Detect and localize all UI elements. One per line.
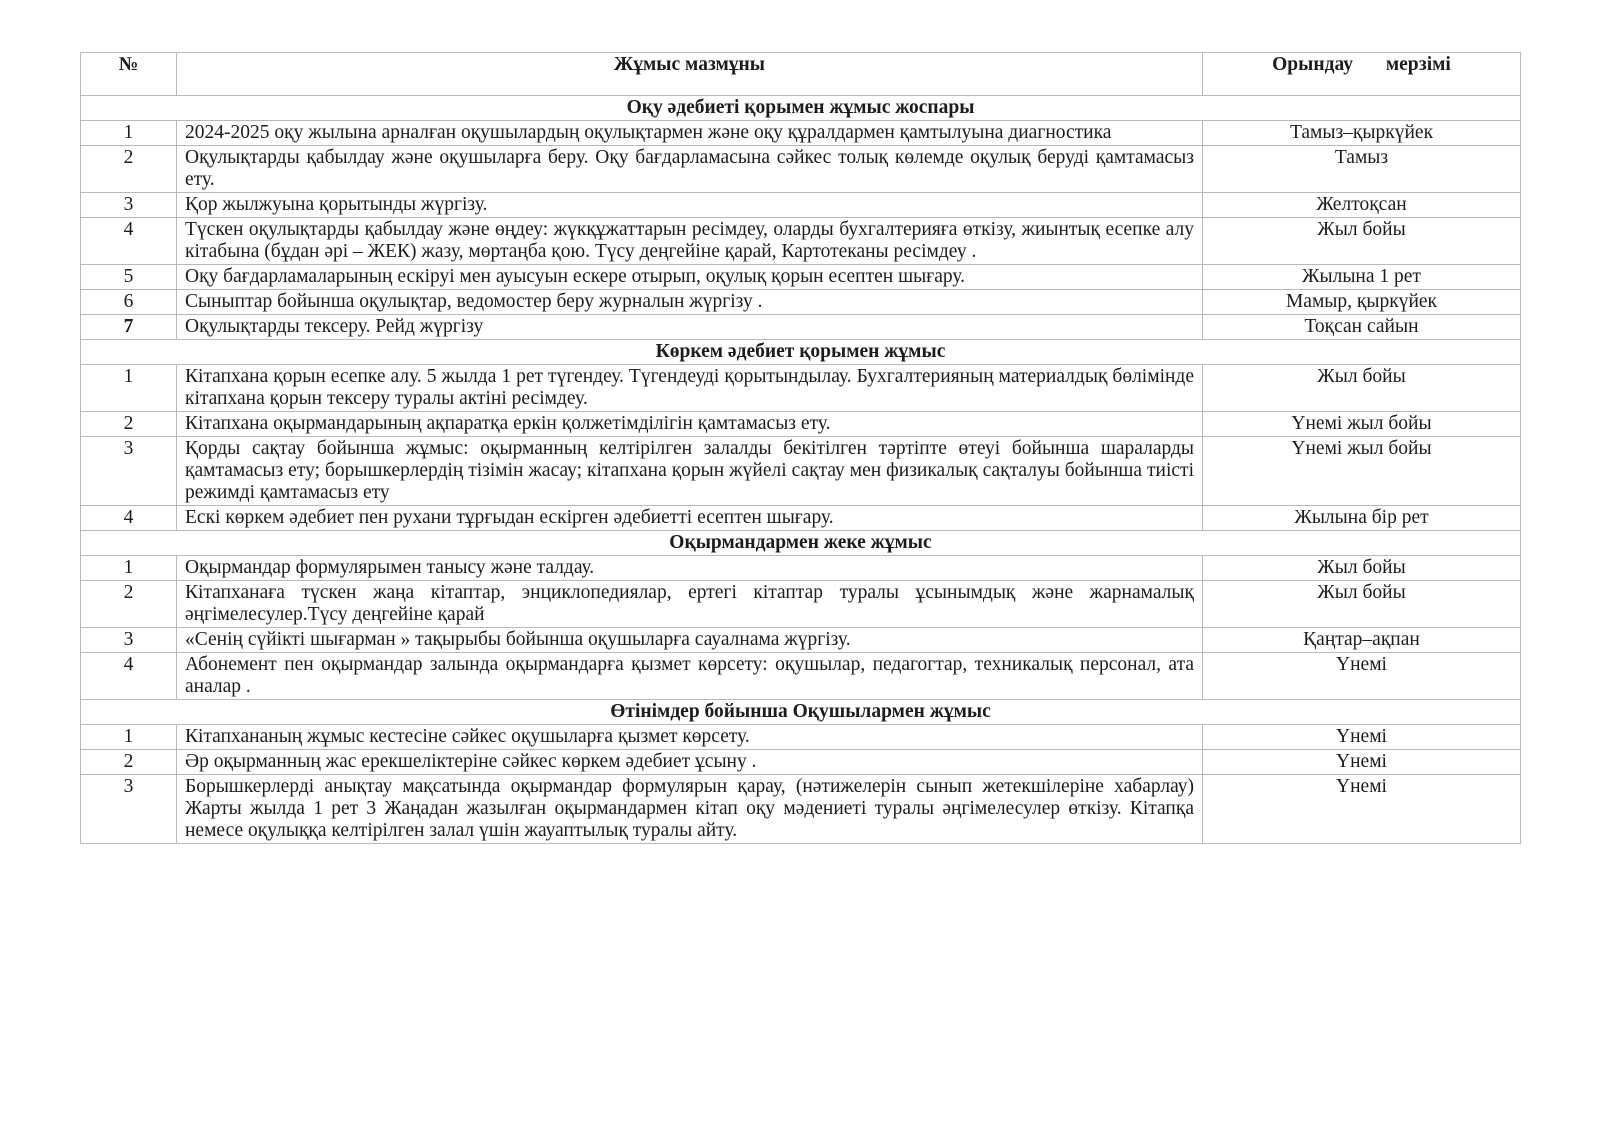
- row-term: Жыл бойы: [1203, 556, 1521, 581]
- row-number: 1: [81, 365, 177, 412]
- row-content: Сыныптар бойынша оқулықтар, ведомостер беру журналын жүргізу .: [177, 290, 1203, 315]
- row-content: Кітапханаға түскен жаңа кітаптар, энциклопедиялар, ертегі кітаптар туралы ұсынымдық және жарнамалық әңгімелесулер.Түсу деңгейіне қарай: [177, 581, 1203, 628]
- table-row: [81, 556, 1521, 581]
- row-term: Үнемі жыл бойы: [1203, 437, 1521, 506]
- table-row: [81, 725, 1521, 750]
- row-content: Кітапхана қорын есепке алу. 5 жылда 1 рет түгендеу. Түгендеуді қорытындылау. Бухгалтерияның материалдық бөлімінде кітапхана қорын тексеру туралы актіні ресімдеу.: [177, 365, 1203, 412]
- row-content: «Сенің сүйікті шығарман » тақырыбы бойынша оқушыларға сауалнама жүргізу.: [177, 628, 1203, 653]
- table-row: [81, 628, 1521, 653]
- row-number: 1: [81, 556, 177, 581]
- row-number: 2: [81, 412, 177, 437]
- row-number: 3: [81, 628, 177, 653]
- document-page: [80, 52, 1520, 844]
- row-term: Тоқсан сайын: [1203, 315, 1521, 340]
- row-content: Кітапхананың жұмыс кестесіне сәйкес оқушыларға қызмет көрсету.: [177, 725, 1203, 750]
- row-term: Тамыз: [1203, 146, 1521, 193]
- row-content: Әр оқырманның жас ерекшеліктеріне сәйкес көркем әдебиет ұсыну .: [177, 750, 1203, 775]
- row-term: Жылына 1 рет: [1203, 265, 1521, 290]
- table-row: [81, 775, 1521, 844]
- table-row: [81, 121, 1521, 146]
- row-term: Қаңтар–ақпан: [1203, 628, 1521, 653]
- table-row: [81, 506, 1521, 531]
- row-term: Жыл бойы: [1203, 218, 1521, 265]
- header-content: Жұмыс мазмұны: [177, 53, 1203, 96]
- table-row: [81, 193, 1521, 218]
- row-number: 2: [81, 146, 177, 193]
- table-row: [81, 146, 1521, 193]
- table-row: [81, 265, 1521, 290]
- section-title: Өтінімдер бойынша Оқушылармен жұмыс: [81, 700, 1521, 725]
- row-number: 1: [81, 725, 177, 750]
- section-title: Оқу әдебиеті қорымен жұмыс жоспары: [81, 96, 1521, 121]
- row-term: Үнемі: [1203, 750, 1521, 775]
- table-row: [81, 218, 1521, 265]
- row-term: Үнемі: [1203, 653, 1521, 700]
- section-title: Оқырмандармен жеке жұмыс: [81, 531, 1521, 556]
- table-row: [81, 581, 1521, 628]
- table-row: [81, 315, 1521, 340]
- row-term: Жыл бойы: [1203, 581, 1521, 628]
- row-term: Жылына бір рет: [1203, 506, 1521, 531]
- table-body: [81, 96, 1521, 844]
- row-number: 2: [81, 581, 177, 628]
- work-plan-table: [80, 52, 1521, 844]
- row-content: Оқулықтарды қабылдау және оқушыларға беру. Оқу бағдарламасына сәйкес толық көлемде оқулық беруді қамтамасыз ету.: [177, 146, 1203, 193]
- header-term: Орындау мерзімі: [1203, 53, 1521, 96]
- row-number: 2: [81, 750, 177, 775]
- row-number: 4: [81, 218, 177, 265]
- row-content: Оқырмандар формулярымен танысу және талдау.: [177, 556, 1203, 581]
- row-content: Қорды сақтау бойынша жұмыс: оқырманның келтірілген залалды бекітілген тәртіпте өтеуі бойынша шараларды қамтамасыз ету; борышкерлердің тізімін жасау; кітапхана қорын жүйелі сақтау мен физикалық сақталуы бойынша тиісті режимді қамтамасыз ету: [177, 437, 1203, 506]
- row-number: 4: [81, 506, 177, 531]
- row-number: 3: [81, 775, 177, 844]
- section-header-row: [81, 340, 1521, 365]
- row-term: Жыл бойы: [1203, 365, 1521, 412]
- table-row: [81, 290, 1521, 315]
- table-header-row: [81, 53, 1521, 96]
- row-content: Оқулықтарды тексеру. Рейд жүргізу: [177, 315, 1203, 340]
- row-number: 3: [81, 437, 177, 506]
- table-row: [81, 653, 1521, 700]
- row-content: Қор жылжуына қорытынды жүргізу.: [177, 193, 1203, 218]
- row-content: Түскен оқулықтарды қабылдау және өңдеу: жүкқұжаттарын ресімдеу, оларды бухгалтерияға өткізу, жиынтық есепке алу кітабына (бұдан әрі – ЖЕК) жазу, мөртаңба қою. Түсу деңгейіне қарай, Картотеканы ресімдеу .: [177, 218, 1203, 265]
- row-number: 5: [81, 265, 177, 290]
- row-content: Оқу бағдарламаларының ескіруі мен ауысуын ескере отырып, оқулық қорын есептен шығару.: [177, 265, 1203, 290]
- row-content: 2024-2025 оқу жылына арналған оқушылардың оқулықтармен және оқу құралдармен қамтылуына диагностика: [177, 121, 1203, 146]
- header-number: №: [81, 53, 177, 96]
- section-title: Көркем әдебиет қорымен жұмыс: [81, 340, 1521, 365]
- row-number: 4: [81, 653, 177, 700]
- table-row: [81, 750, 1521, 775]
- row-content: Ескі көркем әдебиет пен рухани тұрғыдан ескірген әдебиетті есептен шығару.: [177, 506, 1203, 531]
- row-term: Желтоқсан: [1203, 193, 1521, 218]
- row-term: Үнемі жыл бойы: [1203, 412, 1521, 437]
- table-row: [81, 412, 1521, 437]
- row-content: Абонемент пен оқырмандар залында оқырмандарға қызмет көрсету: оқушылар, педагогтар, техникалық персонал, ата аналар .: [177, 653, 1203, 700]
- row-term: Үнемі: [1203, 725, 1521, 750]
- row-number: 1: [81, 121, 177, 146]
- table-row: [81, 365, 1521, 412]
- row-term: Үнемі: [1203, 775, 1521, 844]
- row-content: Борышкерлерді анықтау мақсатында оқырмандар формулярын қарау, (нәтижелерін сынып жетекшілеріне хабарлау) Жарты жылда 1 рет 3 Жаңадан жазылған оқырмандармен кітап оқу мәдениеті туралы әңгімелесулер өткізу. Кітапқа немесе оқулыққа келтірілген залал үшін жауаптылық туралы айту.: [177, 775, 1203, 844]
- section-header-row: [81, 96, 1521, 121]
- row-number: 7: [81, 315, 177, 340]
- row-term: Тамыз–қыркүйек: [1203, 121, 1521, 146]
- row-content: Кітапхана оқырмандарының ақпаратқа еркін қолжетімділігін қамтамасыз ету.: [177, 412, 1203, 437]
- row-number: 3: [81, 193, 177, 218]
- row-term: Мамыр, қыркүйек: [1203, 290, 1521, 315]
- table-row: [81, 437, 1521, 506]
- section-header-row: [81, 700, 1521, 725]
- section-header-row: [81, 531, 1521, 556]
- row-number: 6: [81, 290, 177, 315]
